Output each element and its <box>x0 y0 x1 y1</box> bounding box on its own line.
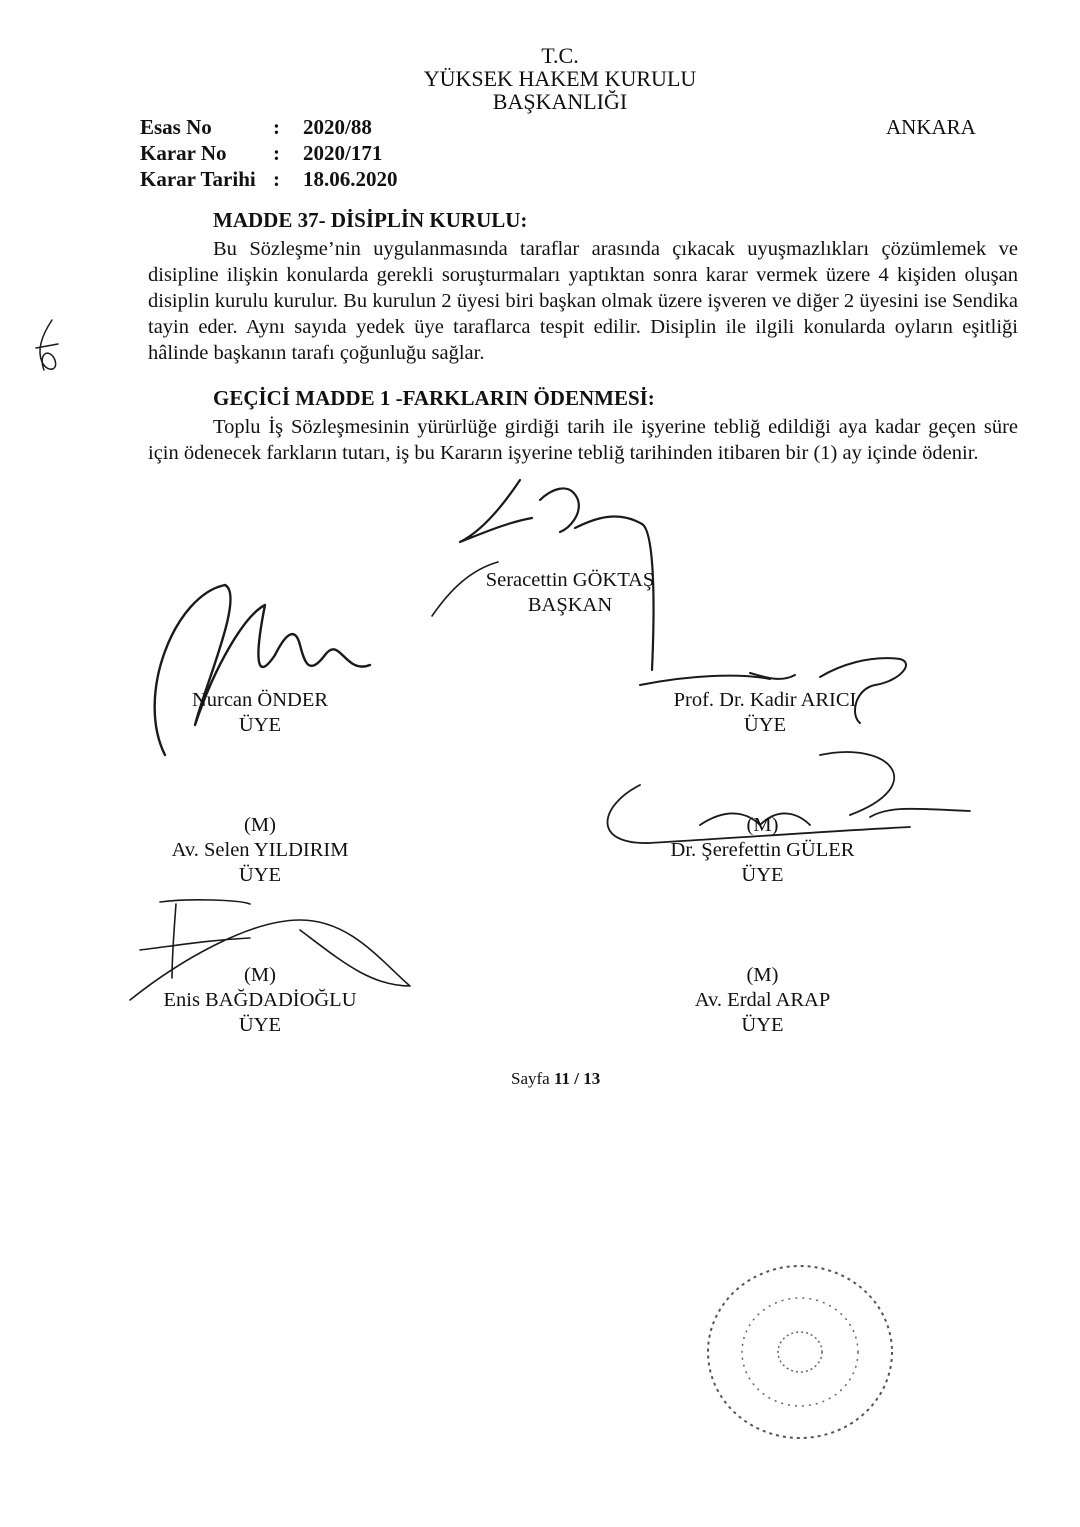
header-presidency: BAŞKANLIĞI <box>492 89 628 114</box>
case-meta <box>140 114 398 192</box>
member1-name: Nurcan ÖNDER <box>191 689 329 711</box>
margin-initial-signature <box>30 318 70 378</box>
header-institution: YÜKSEK HAKEM KURULU <box>423 66 697 91</box>
member1-block <box>140 688 380 738</box>
member3-mark: (M) <box>244 814 276 836</box>
meta-row-karar: Karar No : 2020/171 <box>140 141 383 165</box>
page-number: Sayfa 11 / 13 <box>511 1069 601 1088</box>
section-text-madde-37: Bu Sözleşme’nin uygulanmasında taraflar arasında çıkacak uyuşmazlıkları çözümlemek ve disipline ilişkin konularda gerekli soruşturmaları yaptıktan sonra karar vermek üzere 4 kişiden oluşan disiplin kurulu kurulur. Bu kurulun 2 üyesi biri başkan olmak üzere işveren ve diğer 2 üyesini ise Sendika tayin eder. Aynı sayıda yedek üye taraflarca tespit edilir. Disiplin ile ilgili konularda oyların eşitliği hâlinde başkanın tarafı çoğunluğu sağlar. <box>148 238 1018 364</box>
member3-block <box>140 813 380 888</box>
member1-signature <box>135 575 385 775</box>
header-city: ANKARA <box>886 115 976 139</box>
section-text-gecici-madde-1: Toplu İş Sözleşmesinin yürürlüğe girdiği tarih ile işyerine tebliğ edildiği aya kadar geçen süre için ödenecek farkların tutarı, iş bu Kararın işyerine tebliğ tarihinden itibaren bir (1) ay içinde ödenir. <box>148 416 1018 464</box>
member5-name: Enis BAĞDADİOĞLU <box>163 989 357 1011</box>
official-seal <box>700 1260 900 1450</box>
member6-block <box>660 963 865 1038</box>
member5-role: ÜYE <box>238 1014 282 1036</box>
header-tc: T.C. <box>541 43 579 68</box>
member2-role: ÜYE <box>743 714 787 736</box>
section-heading-gecici-madde-1: GEÇİCİ MADDE 1 -FARKLARIN ÖDENMESİ: <box>213 386 655 410</box>
president-name: Seracettin GÖKTAŞ <box>485 569 655 591</box>
member2-name: Prof. Dr. Kadir ARICI <box>673 689 857 711</box>
member3-role: ÜYE <box>238 864 282 886</box>
member2-block <box>630 688 900 738</box>
member1-role: ÜYE <box>238 714 282 736</box>
karar-tarihi-value: 18.06.2020 <box>303 167 398 191</box>
president-block <box>455 568 685 618</box>
member6-role: ÜYE <box>741 1014 784 1036</box>
member4-name: Dr. Şerefettin GÜLER <box>670 839 855 861</box>
member6-name: Av. Erdal ARAP <box>694 989 831 1011</box>
member5-mark: (M) <box>244 964 276 986</box>
member4-role: ÜYE <box>741 864 784 886</box>
member5-block <box>140 963 380 1038</box>
member3-name: Av. Selen YILDIRIM <box>171 839 349 861</box>
karar-no-value: 2020/171 <box>303 141 383 165</box>
member4-block <box>640 813 885 888</box>
esas-no-value: 2020/88 <box>303 115 372 139</box>
meta-row-tarih: Karar Tarihi : 18.06.2020 <box>140 167 398 191</box>
president-role: BAŞKAN <box>527 594 613 616</box>
member4-mark: (M) <box>746 814 779 836</box>
section-heading-madde-37: MADDE 37- DİSİPLİN KURULU: <box>213 208 528 232</box>
member6-mark: (M) <box>746 964 779 986</box>
meta-row-esas: Esas No : 2020/88 <box>140 115 372 139</box>
